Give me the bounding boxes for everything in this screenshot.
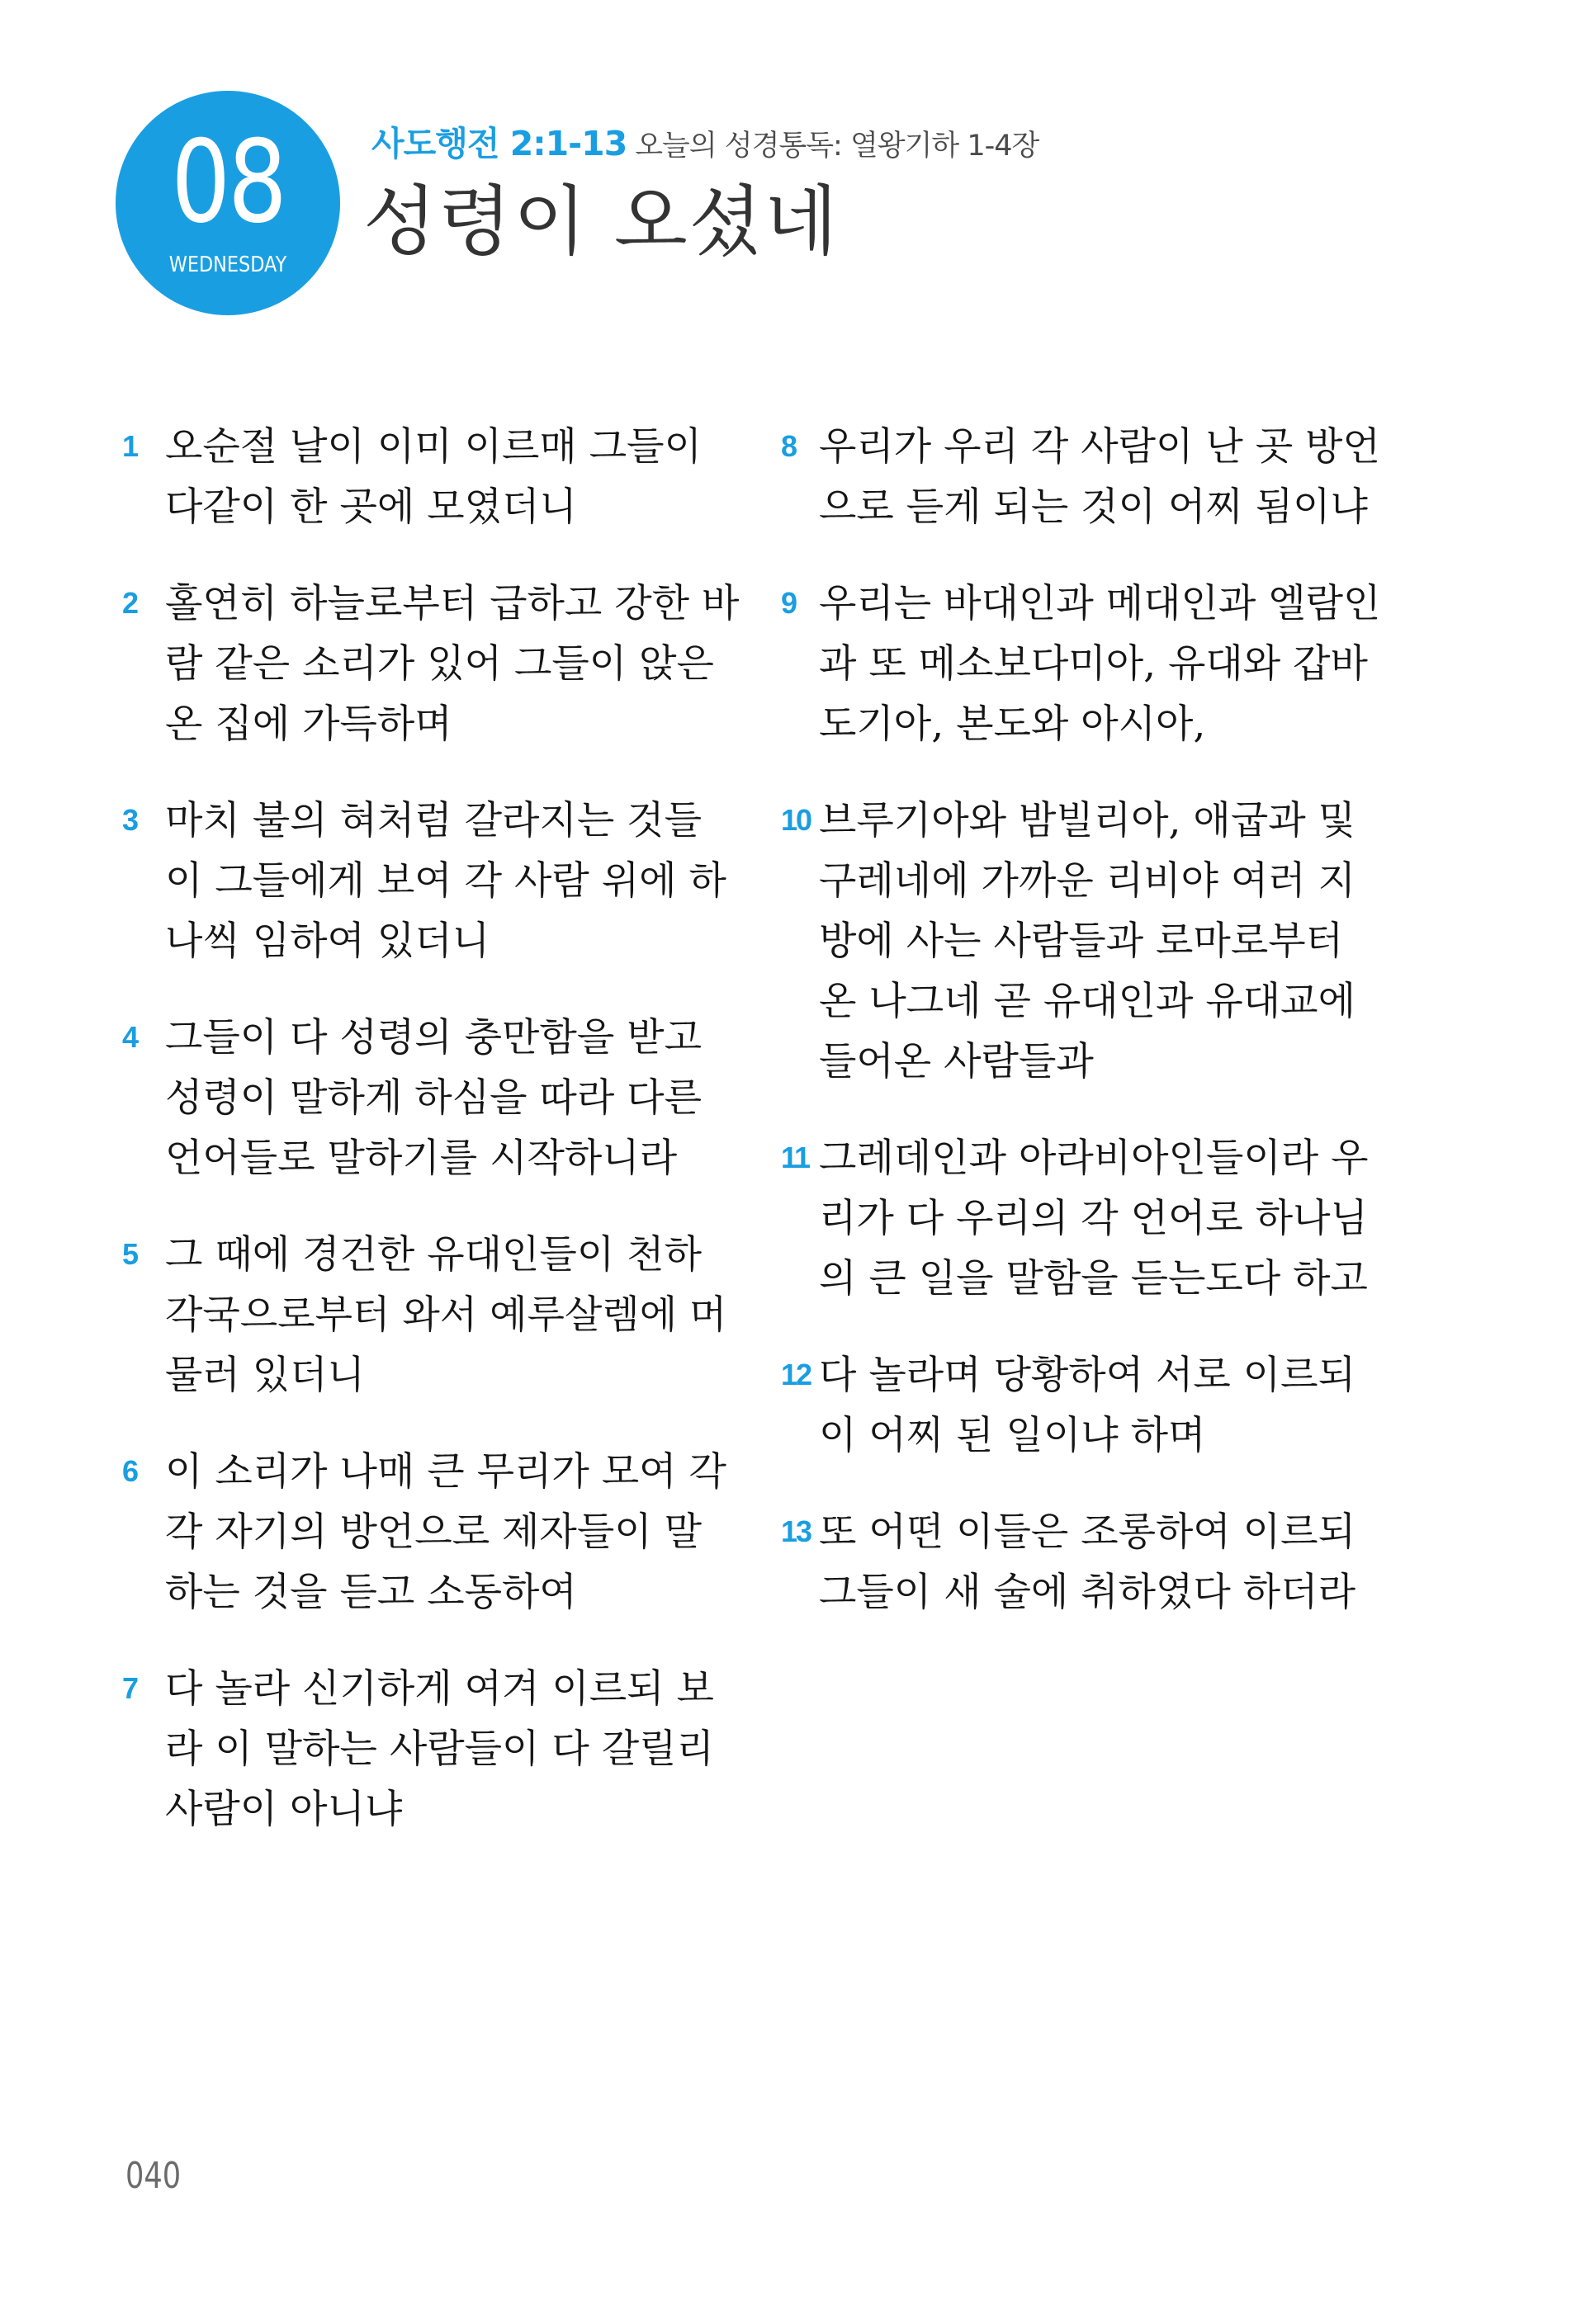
verse-line: 람 같은 소리가 있어 그들이 앉은 (165, 641, 714, 687)
verse-item (122, 791, 725, 971)
verse-line: 사람이 아니냐 (165, 1787, 403, 1832)
verse-line: 온 집에 가득하며 (165, 701, 452, 747)
verse-line: 각국으로부터 와서 예루살렘에 머 (165, 1292, 727, 1338)
verse-line: 구레네에 가까운 리비야 여러 지 (819, 858, 1356, 904)
verse-line: 그들이 새 술에 취하였다 하더라 (819, 1570, 1356, 1615)
day-number: 08 (171, 116, 285, 248)
verse-number: 4 (122, 1020, 138, 1054)
verse-item (122, 574, 740, 754)
verse-number: 2 (122, 586, 138, 620)
verse-number: 5 (122, 1237, 138, 1271)
verse-item (776, 1128, 1379, 1309)
verse-number: 10 (781, 803, 811, 837)
verse-line: 우리가 우리 각 사람이 난 곳 방언 (819, 424, 1380, 470)
scripture-reference: 사도행전 2:1-13 (371, 124, 627, 163)
day-badge (116, 91, 340, 315)
verse-line: 나씩 임하여 있더니 (165, 919, 490, 964)
verse-line: 라 이 말하는 사람들이 다 갈릴리 (165, 1726, 714, 1772)
verse-item (776, 1502, 1379, 1623)
verse-line: 오순절 날이 이미 이르매 그들이 (165, 424, 702, 470)
daily-reading-label: 오늘의 성경통독: 열왕기하 1-4장 (635, 130, 1039, 163)
verse-number: 6 (122, 1454, 138, 1488)
verse-item (122, 417, 725, 537)
verse-line: 들어온 사람들과 (819, 1039, 1094, 1084)
verse-line: 성령이 말하게 하심을 따라 다른 (165, 1075, 702, 1121)
verse-line: 언어들로 말하기를 시작하니라 (165, 1136, 678, 1181)
verse-line: 그레데인과 아라비아인들이라 우 (819, 1136, 1369, 1181)
verse-number: 12 (781, 1358, 811, 1391)
verse-column-right (776, 417, 1379, 1659)
verse-number: 7 (122, 1671, 138, 1705)
verse-line: 또 어떤 이들은 조롱하여 이르되 (819, 1509, 1356, 1555)
verse-line: 이 소리가 나매 큰 무리가 모여 각 (165, 1449, 726, 1495)
verse-line: 하는 것을 듣고 소동하여 (165, 1570, 577, 1615)
verse-item (776, 417, 1379, 537)
verse-line: 이 그들에게 보여 각 사람 위에 하 (165, 858, 726, 904)
verse-item (122, 1225, 725, 1405)
verse-line: 마치 불의 혀처럼 갈라지는 것들 (165, 798, 702, 843)
verse-item (776, 1345, 1379, 1466)
verse-line: 리가 다 우리의 각 언어로 하나님 (819, 1196, 1368, 1241)
verse-column-left (122, 417, 740, 1876)
verse-line: 우리는 바대인과 메대인과 엘람인 (819, 581, 1381, 626)
verse-number: 1 (122, 429, 138, 463)
verse-line: 브루기아와 밤빌리아, 애굽과 및 (819, 798, 1356, 843)
verse-item (776, 574, 1379, 754)
verse-line: 온 나그네 곧 유대인과 유대교에 (819, 979, 1356, 1024)
verse-line: 으로 듣게 되는 것이 어찌 됨이냐 (819, 484, 1368, 530)
verse-line: 방에 사는 사람들과 로마로부터 (819, 919, 1344, 964)
verse-line: 이 어찌 된 일이냐 하며 (819, 1413, 1206, 1458)
verse-line: 다 놀라 신기하게 여겨 이르되 보 (165, 1666, 714, 1712)
verse-number: 9 (781, 586, 797, 620)
verse-item (776, 791, 1379, 1092)
verse-number: 3 (122, 803, 138, 837)
verse-number: 11 (781, 1141, 810, 1174)
verse-line: 각 자기의 방언으로 제자들이 말 (165, 1509, 702, 1555)
verse-number: 8 (781, 429, 797, 463)
verse-line: 다같이 한 곳에 모였더니 (165, 484, 577, 530)
subtitle-line (371, 122, 1445, 165)
verse-line: 그들이 다 성령의 충만함을 받고 (165, 1015, 702, 1060)
verse-item (122, 1659, 725, 1840)
verse-line: 홀연히 하늘로부터 급하고 강한 바 (165, 581, 740, 626)
verse-line: 다 놀라며 당황하여 서로 이르되 (819, 1353, 1356, 1398)
verse-number: 13 (781, 1514, 811, 1548)
verse-line: 물러 있더니 (165, 1353, 365, 1398)
page-title: 성령이 오셨네 (363, 177, 840, 266)
page-header (363, 122, 1445, 267)
verse-line: 의 큰 일을 말함을 듣는도다 하고 (819, 1256, 1368, 1301)
verse-line: 도기아, 본도와 아시아, (819, 701, 1206, 747)
day-name: WEDNESDAY (168, 253, 287, 277)
verse-item (122, 1442, 725, 1623)
verse-line: 과 또 메소보다미아, 유대와 갑바 (819, 641, 1368, 687)
verse-item (122, 1008, 725, 1188)
verse-line: 그 때에 경건한 유대인들이 천하 (165, 1232, 702, 1278)
page-number: 040 (125, 2155, 182, 2197)
